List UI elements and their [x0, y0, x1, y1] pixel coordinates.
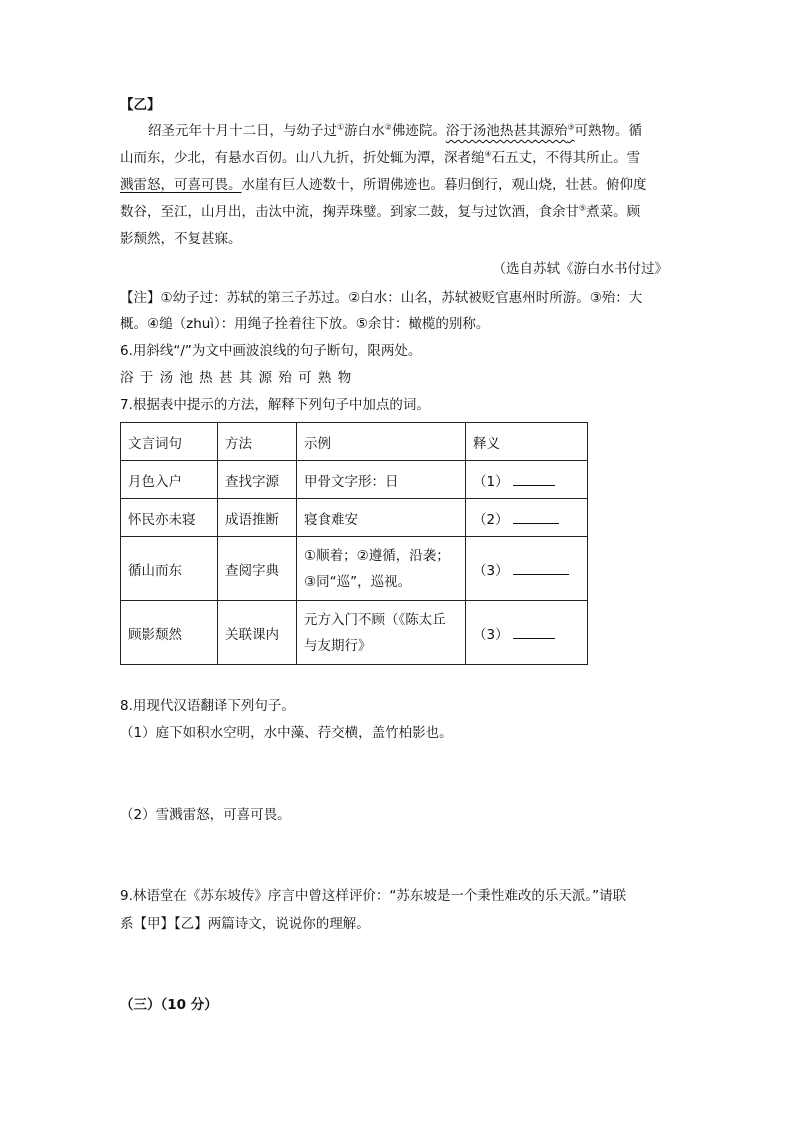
- table-row: [121, 537, 588, 601]
- example-line: ①顺着；②遵循，沿袭；: [304, 547, 450, 564]
- answer-blank[interactable]: [513, 509, 559, 524]
- wavy-underlined-sentence: [446, 123, 575, 139]
- answer-cell[interactable]: [466, 537, 588, 601]
- notes-line-2: 概。④缒（zhuì）：用绳子拴着往下放。⑤余甘：橄榄的别称。: [120, 316, 490, 332]
- answer-cell[interactable]: [466, 499, 588, 537]
- phrase-cell: 怀民亦未寝: [121, 499, 218, 537]
- note-marker-2: ②: [384, 122, 392, 132]
- method-cell: 查找字源: [218, 461, 297, 499]
- notes-line-1: 【注】①幼子过：苏轼的第三子苏过。②白水：山名，苏轼被贬官惠州时所游。③殆：大: [120, 290, 643, 306]
- q8-item-1: （1）庭下如积水空明，水中藻、荇交横，盖竹柏影也。: [120, 725, 453, 741]
- example-line: ③同“巡”，巡视。: [304, 573, 412, 590]
- passage-text: 数谷，至江，山月出，击汰中流，掬弄珠璧。到家二鼓，复与过饮酒，食余甘: [120, 204, 579, 220]
- question-6: 6.用斜线“/”为文中画波浪线的句子断句，限两处。: [120, 343, 422, 359]
- answer-blank[interactable]: [513, 624, 555, 639]
- answer-blank[interactable]: [513, 471, 555, 486]
- passage-text: 煮菜。顾: [586, 204, 641, 220]
- passage-text: 水崖有巨人迹数十，所谓佛迹也。暮归倒行，观山烧，壮甚。俯仰度: [241, 177, 647, 193]
- phrase-cell: 顾影颓然: [121, 601, 218, 665]
- answer-blank[interactable]: [513, 560, 569, 575]
- phrase-cell: 循山而东: [121, 537, 218, 601]
- passage-text: 绍圣元年十月十二日，与幼子过: [148, 123, 337, 139]
- question-7: 7.根据表中提示的方法，解释下列句子中加点的词。: [120, 397, 430, 413]
- passage-line-3: [120, 172, 647, 198]
- passage-line-5: 影颓然，不复甚寐。: [120, 231, 242, 247]
- answer-label: （2）: [473, 511, 509, 528]
- passage-text: 可熟物。循: [574, 123, 643, 139]
- example-line: 元方入门不顾（《陈太丘: [304, 611, 446, 628]
- question-9-line-2: 系【甲】【乙】两篇诗文，说说你的理解。: [120, 916, 370, 932]
- wavy-text: 浴于汤池热甚其源殆: [445, 123, 568, 139]
- section-yi-heading: 【乙】: [120, 97, 161, 113]
- q8-item-2: （2）雪溅雷怒，可喜可畏。: [120, 807, 291, 823]
- note-marker-3: ③: [567, 122, 575, 132]
- answer-label: （3）: [473, 626, 509, 643]
- method-cell: 成语推断: [218, 499, 297, 537]
- section-3-heading: （三）（10 分）: [120, 997, 218, 1013]
- example-cell: [297, 537, 466, 601]
- example-cell: 寝食难安: [297, 499, 466, 537]
- method-cell: 关联课内: [218, 601, 297, 665]
- question-8: 8.用现代汉语翻译下列句子。: [120, 698, 295, 714]
- note-marker-4: ④: [484, 149, 492, 159]
- question-9-line-1: 9.林语堂在《苏东坡传》序言中曾这样评价：“苏东坡是一个秉性难改的乐天派。”请联: [120, 888, 627, 904]
- table-header-row: [121, 423, 588, 461]
- phrase-cell: 月色入户: [121, 461, 218, 499]
- answer-cell[interactable]: [466, 601, 588, 665]
- example-cell: [297, 601, 466, 665]
- passage-text: 佛迹院。: [391, 123, 446, 139]
- passage-text: 石五丈，不得其所止。雪: [491, 150, 641, 166]
- passage-text: 山而东，少北，有悬水百仞。山八九折，折处辄为潭，深者缒: [120, 150, 485, 166]
- note-marker-1: ①: [337, 122, 345, 132]
- passage-line-2: [120, 145, 640, 171]
- method-cell: 查阅字典: [218, 537, 297, 601]
- q6-sentence: 浴 于 汤 池 热 甚 其 源 殆 可 熟 物: [120, 370, 353, 386]
- table-header: 示例: [297, 423, 466, 461]
- table-header: 方法: [218, 423, 297, 461]
- answer-label: （1）: [473, 473, 509, 490]
- example-cell: 甲骨文字形：日: [297, 461, 466, 499]
- passage-source: （选自苏轼《游白水书付过》: [492, 261, 668, 277]
- passage-text: 游白水: [344, 123, 385, 139]
- answer-label: （3）: [473, 562, 509, 579]
- table-row: [121, 461, 588, 499]
- passage-line-1: [148, 118, 642, 144]
- table-row: [121, 601, 588, 665]
- answer-cell[interactable]: [466, 461, 588, 499]
- note-marker-5: ⑤: [579, 203, 587, 213]
- table-header: 文言词句: [121, 423, 218, 461]
- passage-line-4: [120, 199, 640, 225]
- underlined-sentence: 溅雷怒，可喜可畏。: [120, 177, 242, 193]
- q7-table: [120, 422, 588, 665]
- example-line: 与友期行》: [304, 637, 372, 654]
- table-header: 释义: [466, 423, 588, 461]
- table-row: [121, 499, 588, 537]
